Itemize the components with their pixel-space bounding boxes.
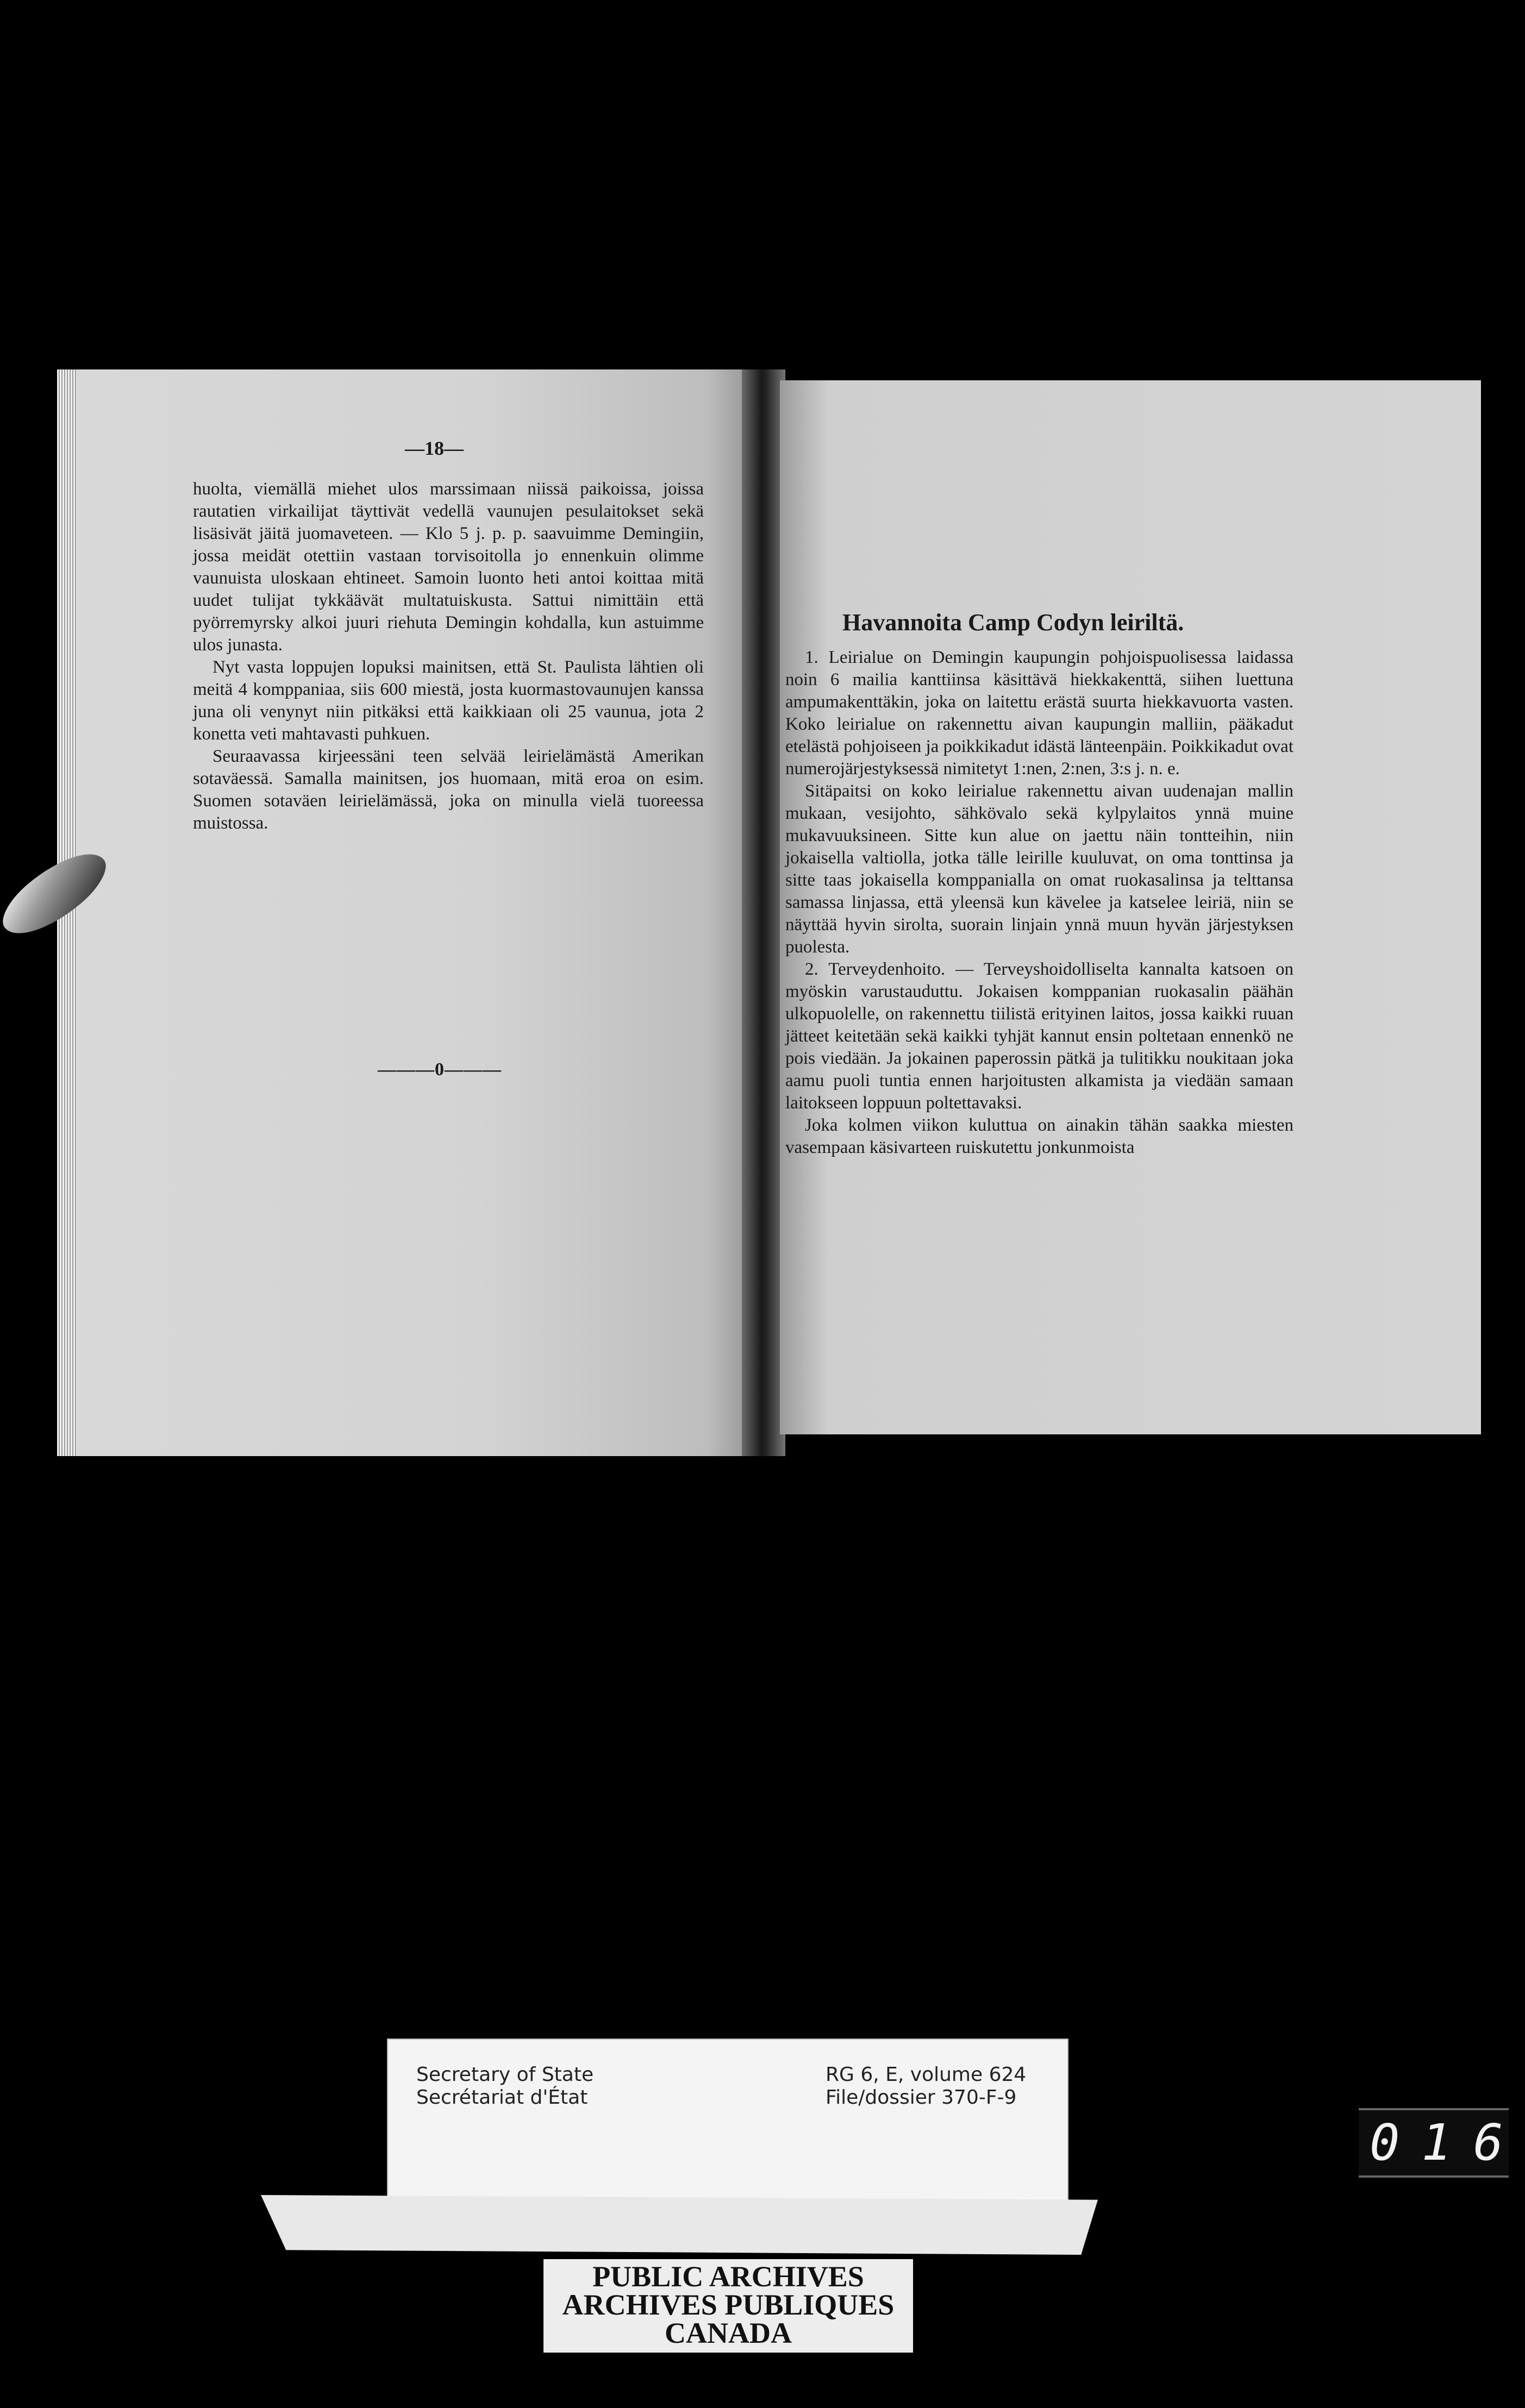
paragraph: huolta, viemällä miehet ulos marssimaan niissä paikoissa, joissa rautatien virkailijat täyttivät vedellä vaunujen pesulaitokset sekä lisäsivät jäitä juomaveteen. — Klo 5 j. p. p. saavuimme Demingiin, jossa meidät otettiin vastaan torvisoitolla jo ennenkuin olimme vaunuista uloskaan ehtineet. Samoin luonto heti antoi koittaa mitä uudet tulijat tykkäävät multatuiskusta. Sattui nimittäin että pyörremyrsky alkoi juuri riehuta Demingin kohdalla, kun astuimme ulos junasta. bbox=[193, 479, 704, 655]
paragraph: 1. Leirialue on Demingin kaupungin pohjoispuolisessa laidassa noin 6 mailia kanttiinsa käsittävä hiekkakenttä, siihen luettuna ampumakenttäkin, joka on laitettu erästä suurta hiekkavuorta vasten. Koko leirialue on rakennettu aivan kaupungin malliin, pääkadut etelästä pohjoiseen ja poikkikadut idästä länteenpäin. Poikkikadut ovat numerojärjestyksessä nimitetyt 1:nen, 2:nen, 3:s j. n. e. bbox=[785, 648, 1293, 779]
archive-label-card bbox=[387, 2039, 1068, 2204]
department-fr: Secrétariat d'État bbox=[416, 2086, 588, 2109]
section-heading: Havannoita Camp Codyn leiriltä. bbox=[842, 609, 1184, 636]
left-page bbox=[57, 369, 764, 1456]
paragraph: Seuraavassa kirjeessäni teen selvää leirielämästä Amerikan sotaväessä. Samalla mainitsen, jos huomaan, mitä eroa on esim. Suomen sotaväen leirielämässä, joka on minulla vielä tuoreessa muistossa. bbox=[193, 747, 704, 833]
paragraph: Joka kolmen viikon kuluttua on ainakin tähän saakka miesten vasempaan käsivarteen ruiskutettu jonkunmoista bbox=[785, 1115, 1293, 1157]
stamp-line: ARCHIVES PUBLIQUES bbox=[562, 2288, 895, 2321]
page-number: —18— bbox=[405, 437, 464, 459]
frame-counter bbox=[1359, 2108, 1525, 2178]
stamp-line: PUBLIC ARCHIVES bbox=[592, 2260, 864, 2293]
right-page-text bbox=[785, 647, 1293, 1159]
left-page-text bbox=[193, 478, 704, 835]
label-reference bbox=[826, 2064, 1026, 2109]
stamp-line: CANADA bbox=[665, 2317, 792, 2349]
frame-number: 016 bbox=[1370, 2114, 1525, 2172]
label-holder bbox=[261, 2195, 1098, 2255]
paragraph: 2. Terveydenhoito. — Terveyshoidolliselta kannalta katsoen on myöskin varustauduttu. Jokaisen komppanian ruokasalin päähän ulkopuolelle, on rakennettu tiilistä erityinen laitos, jossa kaikki ruuan jätteet keitetään sekä kaikki tyhjät kannut ensin poltetaan ennenkö ne pois viedään. Ja jokainen paperossin pätkä ja tulitikku noukitaan joka aamu puoli tuntia ennen harjoitusten alkamista ja viedään samaan laitokseen loppuun poltettavaksi. bbox=[785, 960, 1293, 1113]
archives-stamp bbox=[543, 2259, 913, 2353]
paragraph: Sitäpaitsi on koko leirialue rakennettu aivan uudenajan mallin mukaan, vesijohto, sähkövalo sekä kylpylaitos ynnä muine mukavuuksineen. Sitte kun alue on jaettu näin tontteihin, niin jokaisella valtiolla, jotka tälle leirille kuuluvat, on oma tonttinsa ja sitte taas jokaisella komppanialla on omat ruokasalinsa ja telttansa samassa linjassa, että yleensä kun kävelee ja katselee leiriä, niin se näyttää hyvin sirolta, suorain linjain ynnä muun hyvän järjestyksen puolesta. bbox=[785, 781, 1293, 957]
book-gutter bbox=[742, 369, 785, 1456]
paragraph: Nyt vasta loppujen lopuksi mainitsen, että St. Paulista lähtien oli meitä 4 komppaniaa, siis 600 miestä, josta kuormastovaunujen kanssa juna oli venynyt niin pitkäksi että kaikkiaan oli 25 vaunua, jota 2 konetta veti mahtavasti puhkuen. bbox=[193, 657, 704, 744]
file-reference: File/dossier 370-F-9 bbox=[826, 2086, 1017, 2109]
end-mark: ———0——— bbox=[378, 1059, 502, 1080]
volume-reference: RG 6, E, volume 624 bbox=[826, 2064, 1027, 2086]
label-department bbox=[416, 2064, 593, 2109]
department-en: Secretary of State bbox=[416, 2064, 594, 2086]
